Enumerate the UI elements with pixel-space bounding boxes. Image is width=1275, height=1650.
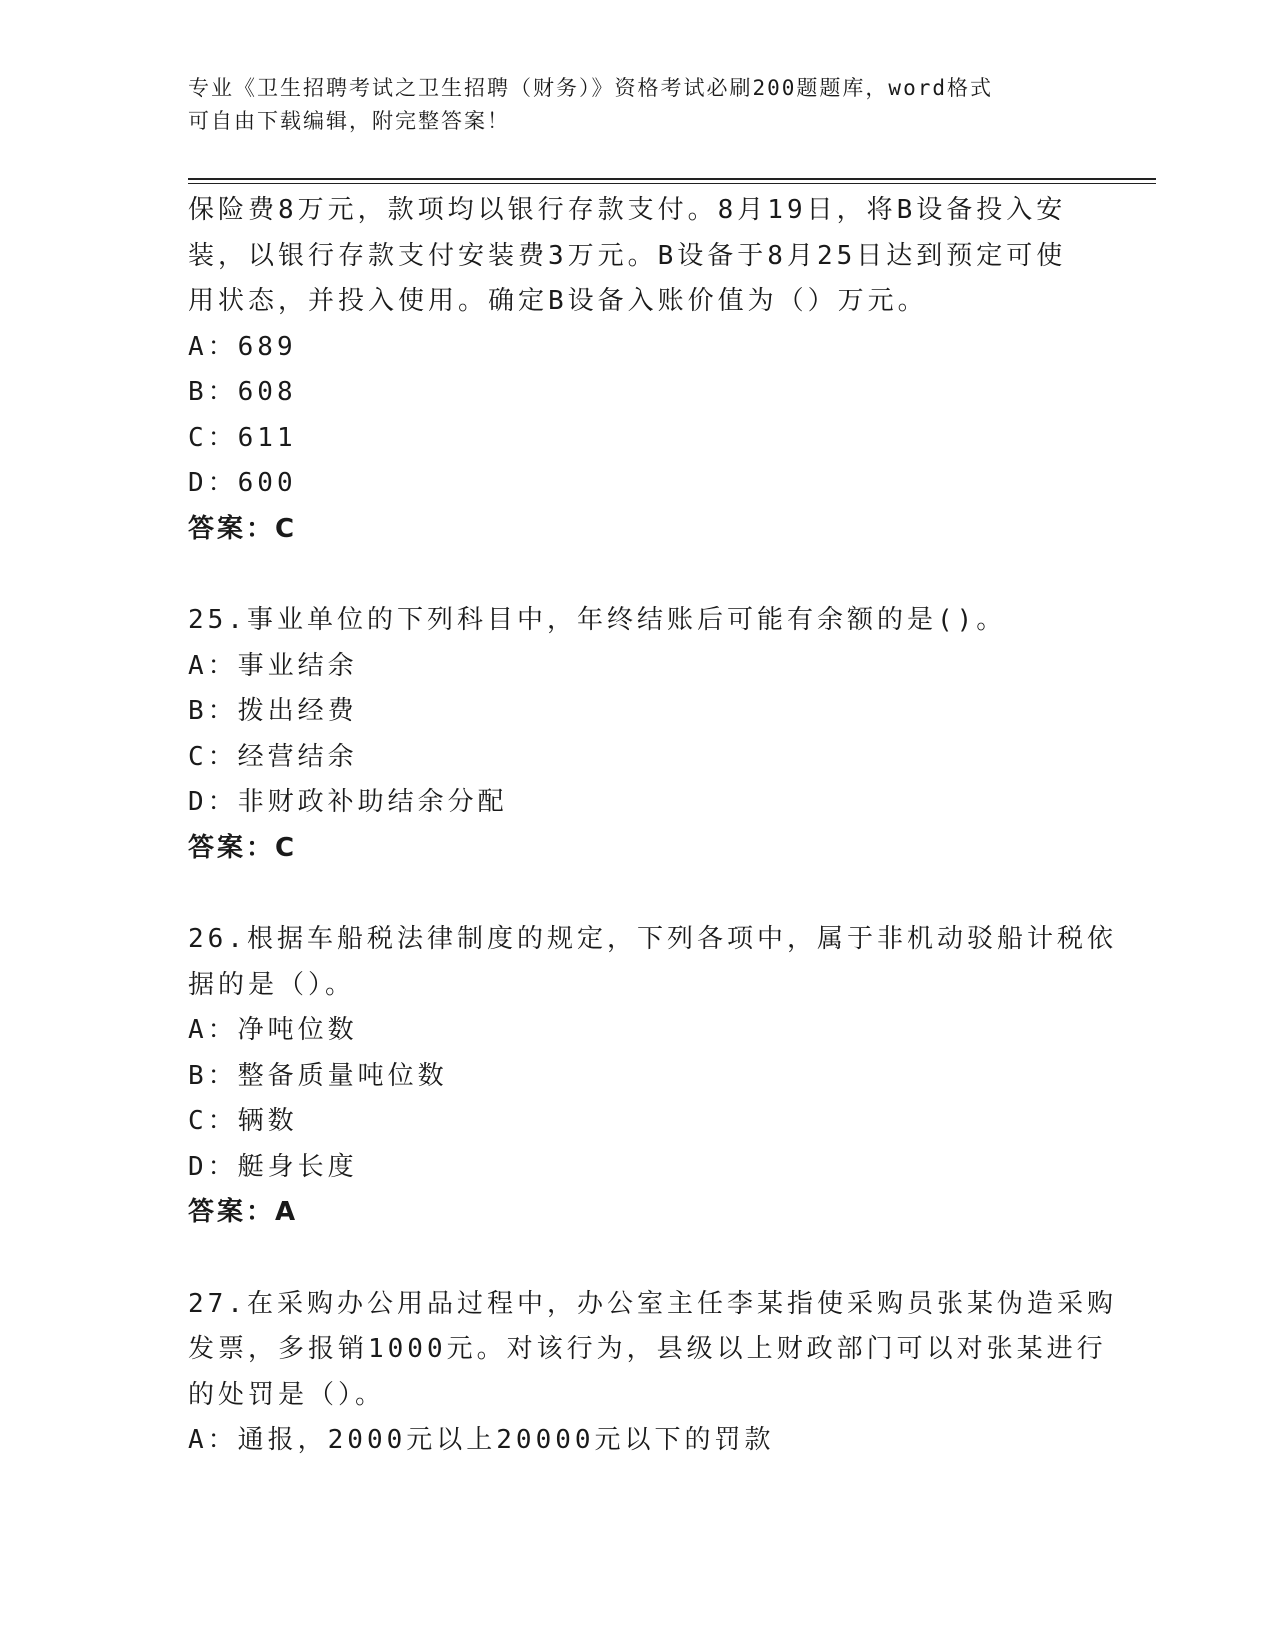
header-divider-thin: [188, 183, 1156, 184]
option-a: A：事业结余: [188, 650, 358, 681]
option-c: C：辆数: [188, 1106, 298, 1136]
document-body: [188, 188, 1117, 1464]
question-25: [188, 598, 1088, 871]
answer-line: 答案：C: [188, 832, 298, 863]
question-text-line: 27.在采购办公用品过程中，办公室主任李某指使采购员张某伪造采购: [188, 1288, 1117, 1319]
question-text-line: 用状态，并投入使用。确定B设备入账价值为（）万元。: [188, 286, 928, 316]
header-title-line-2: 可自由下载编辑，附完整答案！: [188, 109, 510, 133]
answer-line: 答案：C: [188, 513, 298, 544]
option-b: B：608: [188, 377, 297, 407]
header-title-line-1: 专业《卫生招聘考试之卫生招聘（财务）》资格考试必刷200题题库，word格式: [188, 76, 993, 100]
option-b: B：拨出经费: [188, 696, 358, 726]
question-27: [188, 1282, 1117, 1464]
question-text-line: 26.根据车船税法律制度的规定，下列各项中，属于非机动驳船计税依: [188, 924, 1117, 954]
spacer: [188, 871, 1088, 917]
question-text-line: 25.事业单位的下列科目中，年终结账后可能有余额的是()。: [188, 605, 1007, 635]
question-text-line: 装，以银行存款支付安装费3万元。B设备于8月25日达到预定可使: [188, 240, 1067, 271]
option-c: C：611: [188, 422, 297, 453]
answer-line: 答案：A: [188, 1197, 299, 1227]
option-d: D：600: [188, 468, 297, 498]
option-d: D：艇身长度: [188, 1151, 358, 1182]
option-b: B：整备质量吨位数: [188, 1060, 448, 1091]
question-26: [188, 917, 1117, 1236]
option-a: A：通报，2000元以上20000元以下的罚款: [188, 1425, 775, 1455]
option-c: C：经营结余: [188, 741, 358, 772]
spacer: [188, 552, 1088, 598]
question-text-line: 的处罚是（）。: [188, 1379, 386, 1410]
question-24-continued: [188, 188, 1088, 552]
option-a: A：净吨位数: [188, 1015, 358, 1045]
spacer: [188, 1236, 1088, 1282]
question-text-line: 保险费8万元，款项均以银行存款支付。8月19日，将B设备投入安: [188, 195, 1067, 225]
header-divider-thick: [188, 178, 1156, 180]
question-text-line: 据的是（）。: [188, 969, 356, 1000]
option-a: A：689: [188, 331, 297, 362]
option-d: D：非财政补助结余分配: [188, 787, 508, 817]
question-text-line: 发票，多报销1000元。对该行为，县级以上财政部门可以对张某进行: [188, 1334, 1107, 1364]
document-header: [188, 72, 1088, 138]
